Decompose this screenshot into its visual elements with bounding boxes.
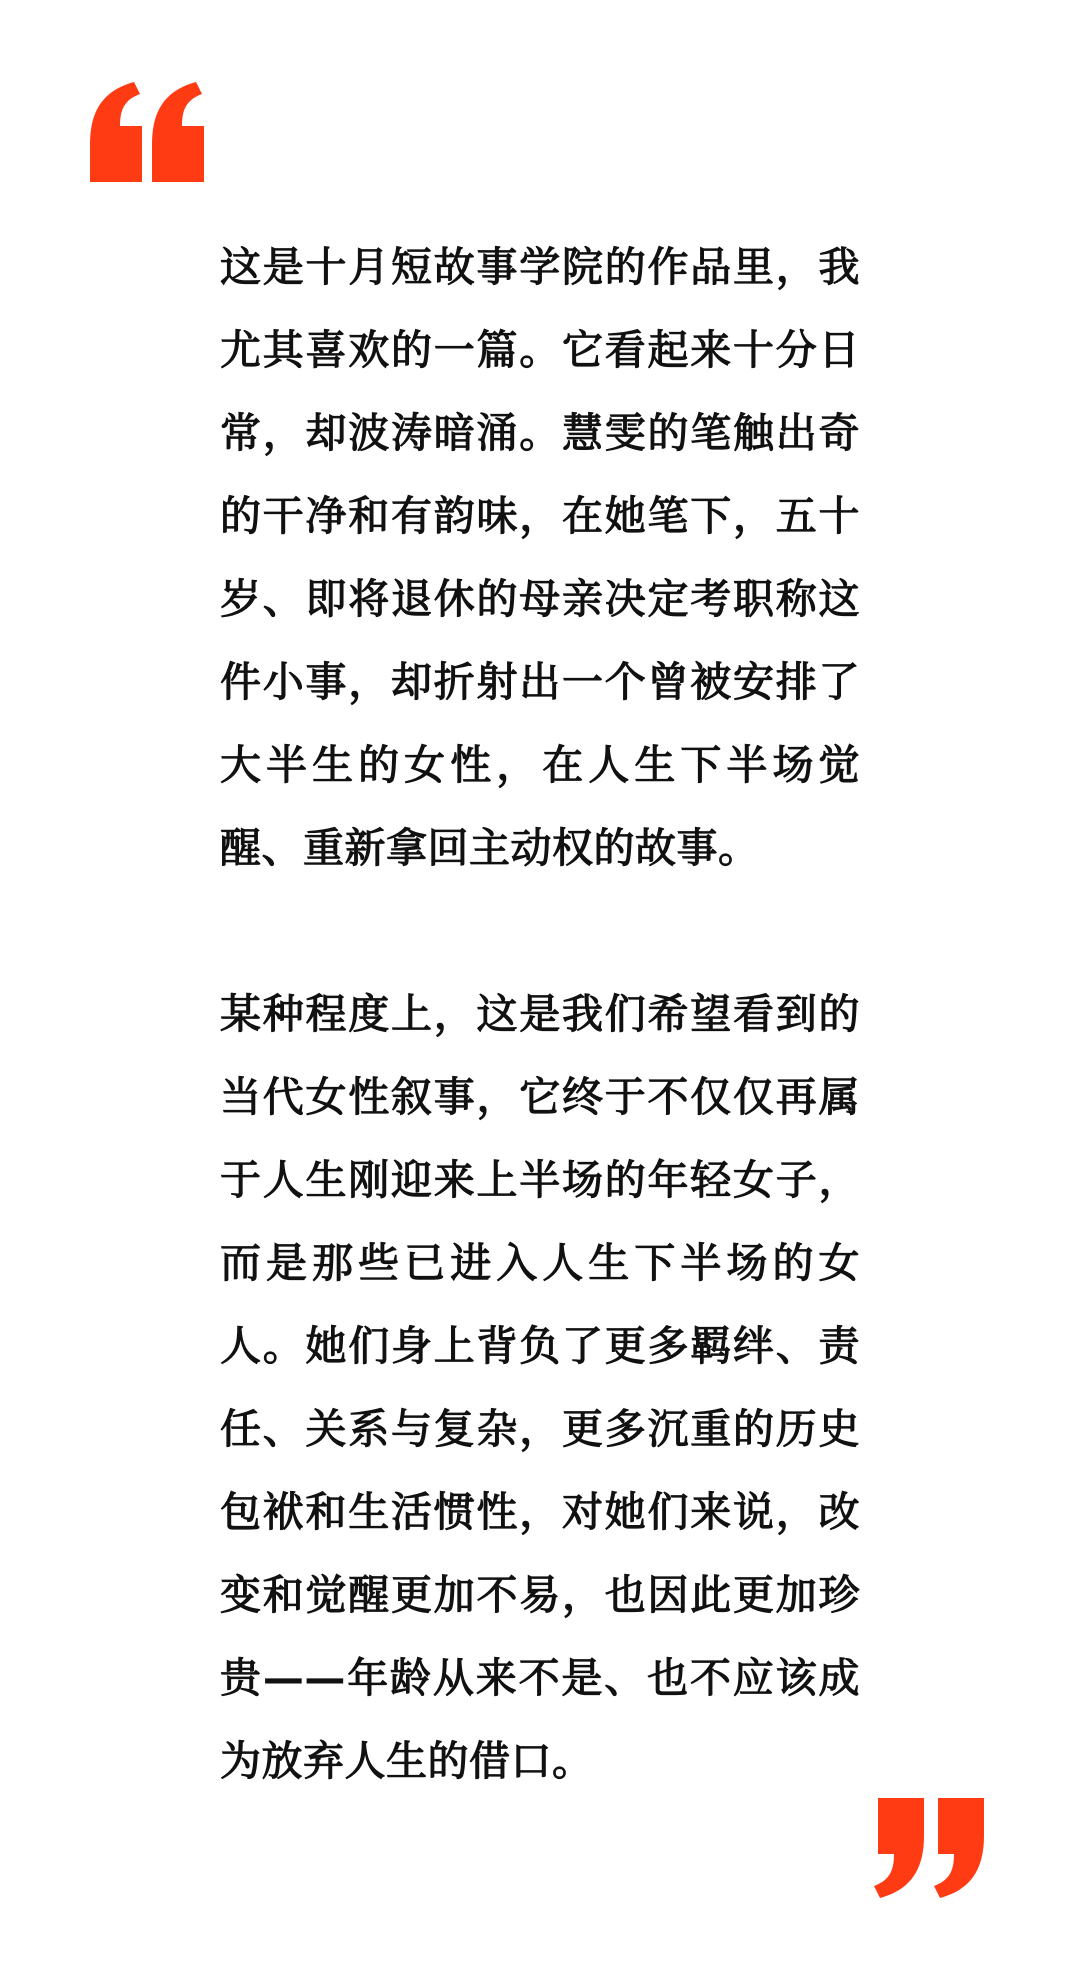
open-quote-icon (90, 82, 208, 182)
quote-paragraph-1: 这是十月短故事学院的作品里，我尤其喜欢的一篇。它看起来十分日常，却波涛暗涌。慧雯的笔触出奇的干净和有韵味，在她笔下，五十岁、即将退休的母亲决定考职称这件小事，却折射出一个曾被安排了大半生的女性，在人生下半场觉醒、重新拿回主动权的故事。 (220, 243, 860, 872)
quote-body (220, 226, 860, 1803)
quote-paragraph-2: 某种程度上，这是我们希望看到的当代女性叙事，它终于不仅仅再属于人生刚迎来上半场的年轻女子，而是那些已进入人生下半场的女人。她们身上背负了更多羁绊、责任、关系与复杂，更多沉重的历史包袱和生活惯性，对她们来说，改变和觉醒更加不易，也因此更加珍贵——年龄从来不是、也不应该成为放弃人生的借口。 (220, 990, 860, 1785)
close-quote-icon (872, 1798, 990, 1898)
